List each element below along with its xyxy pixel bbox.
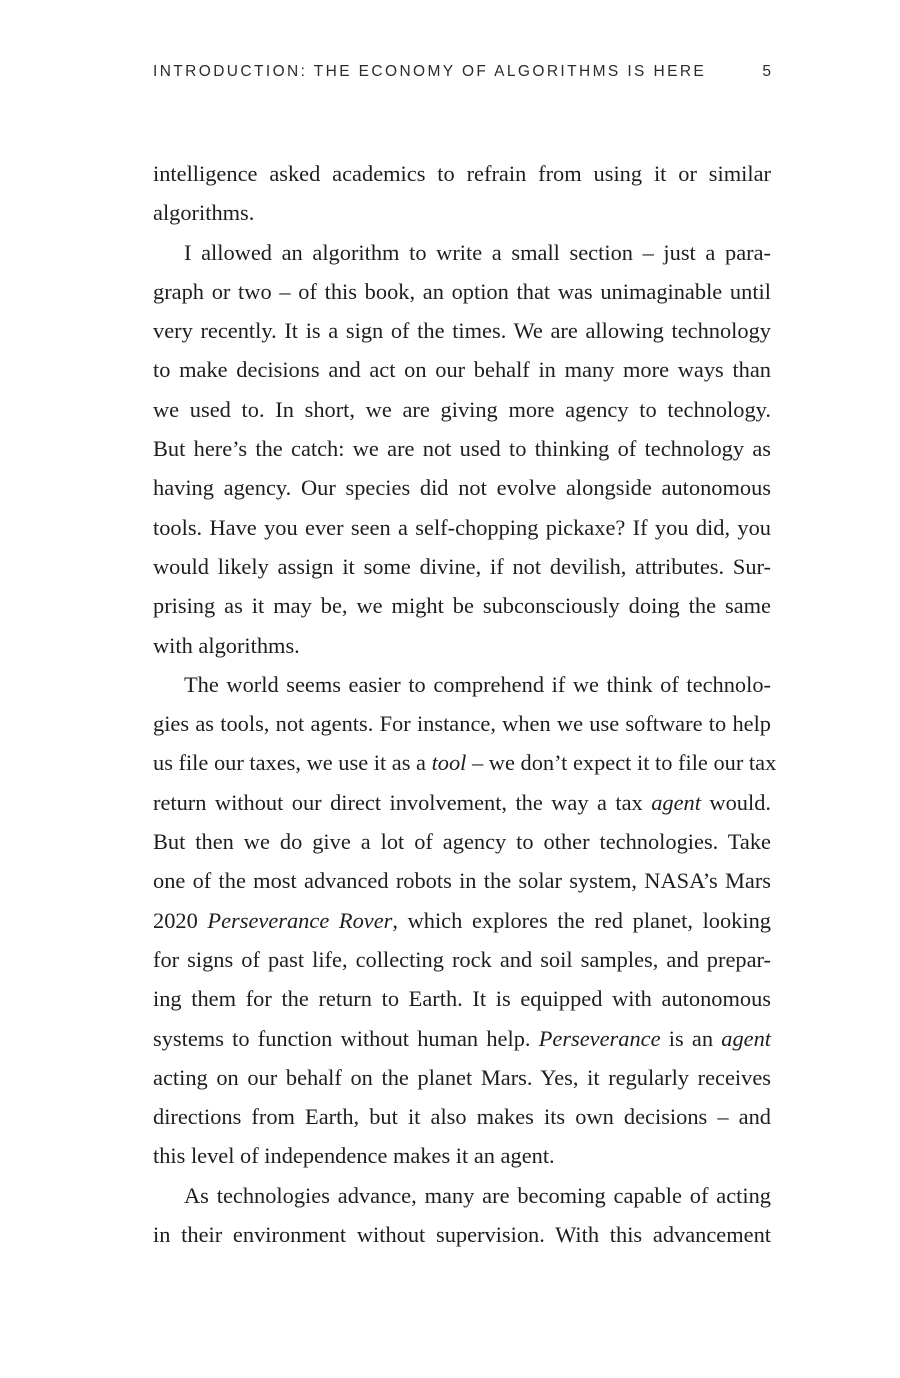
text-line bbox=[153, 390, 771, 429]
text-line bbox=[153, 901, 771, 940]
text-segment: acting on our behalf on the planet Mars. Yes, it regularly receives bbox=[153, 1064, 771, 1090]
text-segment: , which explores the red planet, looking bbox=[392, 907, 771, 933]
italic-text-segment: agent bbox=[651, 789, 701, 815]
text-line bbox=[153, 272, 771, 311]
text-segment: would likely assign it some divine, if not devilish, attributes. Sur- bbox=[153, 553, 771, 579]
text-segment: But then we do give a lot of agency to other technologies. Take bbox=[153, 829, 771, 855]
running-head bbox=[153, 63, 771, 87]
text-line bbox=[153, 626, 771, 665]
text-segment: this level of independence makes it an agent. bbox=[153, 1143, 555, 1169]
text-line bbox=[153, 1215, 771, 1254]
text-line bbox=[153, 1176, 771, 1215]
text-line bbox=[153, 822, 771, 861]
text-segment: ing them for the return to Earth. It is equipped with autonomous bbox=[153, 986, 771, 1012]
text-line bbox=[153, 1019, 771, 1058]
text-line bbox=[153, 783, 771, 822]
text-segment: tools. Have you ever seen a self-chopping pickaxe? If you did, you bbox=[153, 514, 771, 540]
text-line bbox=[153, 1097, 771, 1136]
text-segment: for signs of past life, collecting rock and soil samples, and prepar- bbox=[153, 946, 771, 972]
text-segment: I allowed an algorithm to write a small section – just a para- bbox=[184, 239, 771, 265]
text-line bbox=[153, 547, 771, 586]
text-segment: – we don’t expect it to file our tax bbox=[466, 750, 777, 776]
text-segment: systems to function without human help. bbox=[153, 1025, 539, 1051]
text-segment: us file our taxes, we use it as a bbox=[153, 750, 432, 776]
text-segment: in their environment without supervision. With this advancement bbox=[153, 1222, 771, 1248]
italic-text-segment: agent bbox=[721, 1025, 771, 1051]
italic-text-segment: Perseverance bbox=[538, 1025, 661, 1051]
text-line bbox=[153, 508, 771, 547]
text-segment: return without our direct involvement, the way a tax bbox=[153, 789, 652, 815]
italic-text-segment: Perseverance Rover bbox=[207, 907, 393, 933]
text-segment: graph or two – of this book, an option that was unimaginable until bbox=[153, 278, 771, 304]
text-segment: algorithms. bbox=[153, 200, 255, 226]
page-number: 5 bbox=[762, 63, 771, 80]
text-line bbox=[153, 586, 771, 625]
text-line bbox=[153, 468, 771, 507]
body-text bbox=[153, 154, 777, 1254]
text-segment: intelligence asked academics to refrain from using it or similar bbox=[153, 161, 771, 186]
text-segment: But here’s the catch: we are not used to thinking of technology as bbox=[153, 436, 771, 462]
text-segment: with algorithms. bbox=[153, 632, 300, 658]
text-segment: is an bbox=[660, 1025, 722, 1051]
text-line bbox=[153, 1058, 771, 1097]
text-segment: would. bbox=[700, 789, 771, 815]
text-line bbox=[153, 193, 771, 232]
text-segment: to make decisions and act on our behalf in many more ways than bbox=[153, 357, 771, 383]
text-line bbox=[153, 233, 771, 272]
text-segment: 2020 bbox=[153, 907, 208, 933]
text-line bbox=[153, 429, 771, 468]
running-title: INTRODUCTION: THE ECONOMY OF ALGORITHMS IS HERE bbox=[153, 63, 707, 80]
text-line bbox=[153, 1136, 771, 1175]
text-segment: prising as it may be, we might be subconsciously doing the same bbox=[153, 593, 771, 619]
text-segment: very recently. It is a sign of the times. We are allowing technology bbox=[153, 318, 771, 344]
text-segment: directions from Earth, but it also makes its own decisions – and bbox=[153, 1104, 771, 1130]
text-line bbox=[153, 665, 771, 704]
text-segment: having agency. Our species did not evolve alongside autonomous bbox=[153, 475, 771, 501]
text-line bbox=[153, 350, 771, 389]
text-segment: The world seems easier to comprehend if we think of technolo- bbox=[184, 671, 771, 697]
text-segment: one of the most advanced robots in the solar system, NASA’s Mars bbox=[153, 868, 771, 894]
text-line bbox=[153, 861, 771, 900]
text-line bbox=[153, 311, 771, 350]
text-segment: As technologies advance, many are becoming capable of acting bbox=[184, 1182, 771, 1208]
text-segment: we used to. In short, we are giving more agency to technology. bbox=[153, 396, 771, 422]
italic-text-segment: tool bbox=[431, 750, 467, 776]
text-line bbox=[153, 979, 771, 1018]
text-line bbox=[153, 940, 771, 979]
text-segment: gies as tools, not agents. For instance, when we use software to help bbox=[153, 711, 771, 737]
text-line bbox=[153, 704, 771, 743]
text-line bbox=[153, 154, 771, 193]
text-line bbox=[153, 743, 777, 782]
